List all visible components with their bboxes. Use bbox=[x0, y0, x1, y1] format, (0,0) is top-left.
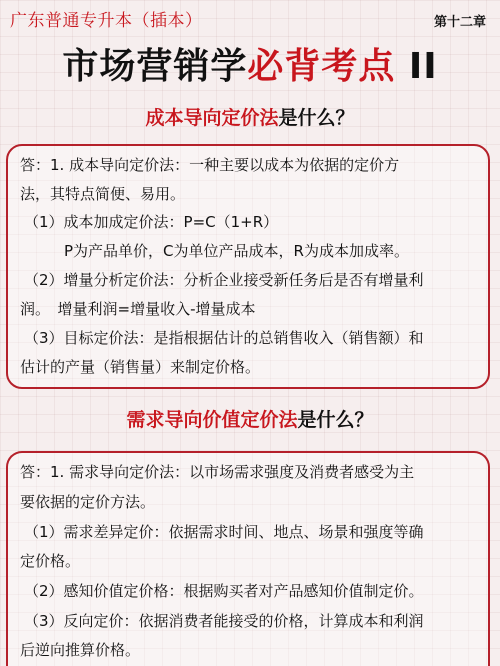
question-2-title bbox=[0, 405, 500, 432]
answer-2-line: 答：1. 需求导向定价法：以市场需求强度及消费者感受为主 bbox=[20, 463, 415, 481]
answer-1-line: 估计的产量（销售量）来制定价格。 bbox=[20, 358, 261, 376]
q2-black: 是什么？ bbox=[297, 409, 374, 431]
answer-1-line: 润。 增量利润=增量收入-增量成本 bbox=[20, 300, 256, 318]
answer-2-line: （1）需求差异定价：依据需求时间、地点、场景和强度等确 bbox=[24, 523, 424, 541]
answer-1-line: （1）成本加成定价法：P=C（1+R） bbox=[24, 213, 279, 231]
question-1-title bbox=[0, 103, 500, 130]
chapter-label: 第十二章 bbox=[433, 15, 486, 30]
answer-2-line: （2）感知价值定价格：根据购买者对产品感知价值制定价。 bbox=[24, 582, 424, 600]
answer-1-box bbox=[6, 144, 490, 389]
answer-2-line: （3）反向定价：依据消费者能接受的价格，计算成本和利润 bbox=[24, 612, 424, 630]
page-title bbox=[0, 38, 500, 89]
answer-2-box bbox=[6, 451, 490, 666]
answer-1-line: P为产品单价，C为单位产品成本，R为成本加成率。 bbox=[64, 242, 409, 260]
q2-red: 需求导向价值定价法 bbox=[126, 409, 298, 431]
answer-2-line: 后逆向推算价格。 bbox=[20, 641, 141, 659]
answer-2-line: 要依据的定价方法。 bbox=[20, 493, 156, 511]
header-row bbox=[0, 0, 500, 36]
answer-1-line: 答：1. 成本导向定价法：一种主要以成本为依据的定价方 bbox=[20, 156, 400, 174]
answer-1-line: （2）增量分析定价法：分析企业接受新任务后是否有增量利 bbox=[24, 271, 424, 289]
q1-red: 成本导向定价法 bbox=[145, 107, 279, 129]
title-black: 市场营销学 bbox=[62, 46, 248, 87]
answer-1-line: （3）目标定价法：是指根据估计的总销售收入（销售额）和 bbox=[24, 329, 424, 347]
answer-2-line: 定价格。 bbox=[20, 552, 81, 570]
title-suffix: II bbox=[408, 46, 438, 87]
answer-1-line: 法，其特点简便、易用。 bbox=[20, 185, 186, 203]
series-label: 广东普通专升本（插本） bbox=[10, 11, 203, 31]
q1-black: 是什么？ bbox=[278, 107, 355, 129]
title-red: 必背考点 bbox=[247, 46, 396, 87]
